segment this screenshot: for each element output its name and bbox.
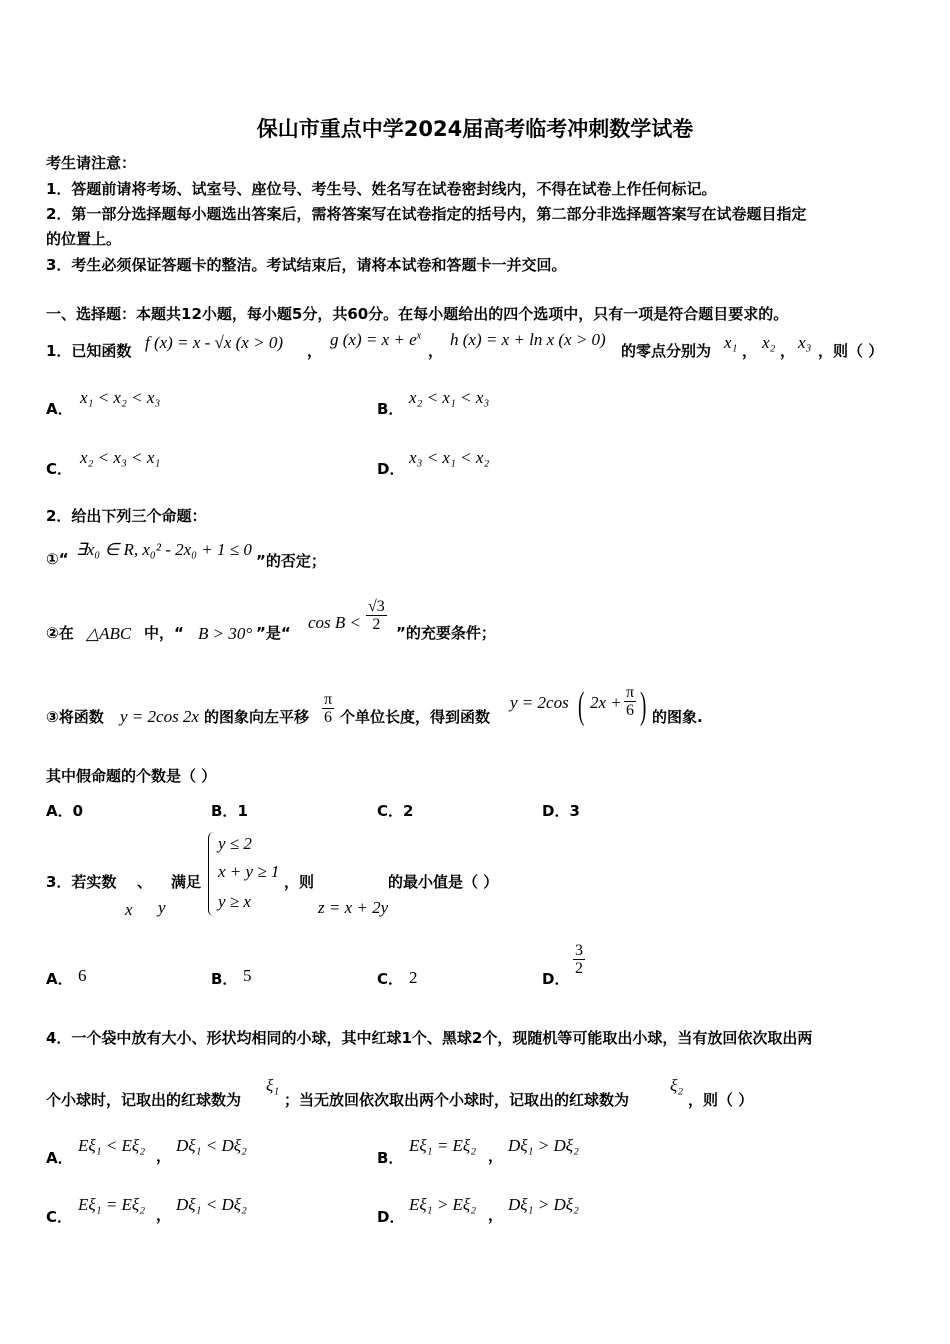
q2-p3-den: 6 [324,709,333,726]
q2-option-c: C．2 [377,802,414,820]
q2-option-a: A．0 [46,802,84,820]
q3-var-x: x [125,900,133,919]
q1-option-a-label: A． [46,400,73,418]
q2-option-b: B．1 [211,802,248,820]
notice-heading: 考生请注意： [46,154,137,172]
q2-option-d: D．3 [542,802,580,820]
q2-p3-lparen: ( [578,685,585,727]
q4-line-2a: 个小球时，记取出的红球数为 [46,1091,242,1109]
q1-x1: x₁ [724,333,738,352]
q3-option-b-label: B． [211,970,238,988]
q1-func-h: h (x) = x + ln x (x > 0) [450,330,606,349]
q4-line-1: 4．一个袋中放有大小、形状均相同的小球，其中红球1个、黑球2个，现随机等可能取出小球，当有放回依次取出两 [46,1029,813,1047]
q3-option-c-label: C． [377,970,404,988]
q4-xi1: ξ₁ [266,1076,280,1095]
q3-option-a-label: A． [46,970,73,988]
q3-option-d-num: 3 [575,942,583,959]
q2-ask: 其中假命题的个数是（ ） [46,767,217,785]
q1-end: ，则（ ） [818,342,884,360]
q1-func-g: g $(x) = x + e^x$ [330,330,422,349]
q3-prefix: 3．若实数 [46,873,117,891]
q2-p3-num: π [324,691,333,708]
q4-option-c-d: Dξ₁ < Dξ₂ [176,1195,247,1214]
q1-option-b-label: B． [377,400,404,418]
q2-p3-rparen: ) [640,685,647,727]
q2-p1-mark: ①“ [46,550,69,568]
q2-p2-triangle: △ABC [86,624,132,643]
q4-option-a-e: Eξ₁ < Eξ₂ [78,1136,146,1155]
q2-p2-den: 2 [372,616,381,633]
q3-end: 的最小值是（ ） [388,873,499,891]
page-title: 保山市重点中学2024届高考临考冲刺数学试卷 [256,117,694,141]
q1-option-b: x₂ < x₁ < x₃ [409,388,490,407]
section-heading: 一、选择题：本题共12小题，每小题5分，共60分。在每小题给出的四个选项中，只有一项是符合题目要求的。 [46,305,789,323]
q1-comma-4: ， [780,342,796,360]
q4-xi2: ξ₂ [670,1076,684,1095]
q2-p2-mid2: ”是“ [256,624,291,642]
q1-comma-2: ， [428,342,444,360]
q4-line-2b: ；当无放回依次取出两个小球时，记取出的红球数为 [284,1091,630,1109]
q2-p1-expr: ∃x₀ ∈ R, x₀² - 2x₀ + 1 ≤ 0 [76,540,252,559]
q4-option-a-label: A． [46,1149,73,1167]
q3-option-d [573,942,585,977]
notice-item-2a: 2．第一部分选择题每小题选出答案后，需将答案写在试卷指定的括号内，第二部分非选择题答案写在试卷题目指定 [46,205,807,223]
q2-p2-end: ”的充要条件； [396,624,496,642]
notice-item-3: 3．考生必须保证答题卡的整洁。考试结束后，请将本试卷和答题卡一并交回。 [46,256,567,274]
q4-option-d-label: D． [377,1208,405,1226]
q1-prefix: 1．已知函数 [46,342,132,360]
q3-option-d-den: 2 [575,960,583,977]
q2-p3-den-2: 6 [626,702,635,719]
q3-option-c: 2 [409,968,418,987]
q1-suffix: 的零点分别为 [621,342,712,360]
q3-option-b: 5 [243,966,252,985]
q4-option-b-label: B． [377,1149,404,1167]
q2-p3-fraction [322,691,334,726]
q2-p3-num-2: π [626,684,635,701]
q2-p2-cos: cos B < [308,613,362,632]
q3-mid: 满足 [171,873,202,891]
q2-p2-mid1: 中，“ [144,624,184,642]
q4-option-a-comma: ， [156,1147,172,1165]
q4-option-a-d: Dξ₁ < Dξ₂ [176,1136,247,1155]
q2-p2-cond: B > 30° [198,624,253,643]
q4-option-c-label: C． [46,1208,73,1226]
q1-option-a: x₁ < x₂ < x₃ [80,388,161,407]
q1-x2: x₂ [762,333,776,352]
q3-objective: z = x + 2y [318,898,389,917]
q4-option-d-e: Eξ₁ > Eξ₂ [409,1195,477,1214]
q4-option-d-d: Dξ₁ > Dξ₂ [508,1195,579,1214]
q1-comma-3: ， [742,342,758,360]
q4-option-c-e: Eξ₁ = Eξ₂ [78,1195,146,1214]
q2-p3-f2b: 2x + [590,693,622,712]
q1-x3: x₃ [798,333,812,352]
q1-func-f: f (x) = x - √x (x > 0) [145,333,283,352]
q1-option-c: x₂ < x₃ < x₁ [80,448,161,467]
notice-item-1: 1．答题前请将考场、试室号、座位号、考生号、姓名写在试卷密封线内，不得在试卷上作任何标记。 [46,180,717,198]
q2-p3-mark: ③将函数 [46,708,104,726]
q3-brace [208,832,215,916]
q2-p2-mark: ②在 [46,624,74,642]
q3-option-a: 6 [78,966,87,985]
q3-then: ，则 [284,873,315,891]
q1-comma-1: ， [307,342,323,360]
q1-option-d-label: D． [377,460,405,478]
q2-p1-end: ”的否定； [256,552,326,570]
q4-option-b-d: Dξ₁ > Dξ₂ [508,1136,579,1155]
q1-option-c-label: C． [46,460,73,478]
q3-constraint-3: y ≥ x [218,892,251,911]
q4-option-d-comma: ， [488,1206,504,1224]
q2-p2-num: √3 [368,598,385,615]
q4-option-b-comma: ， [488,1147,504,1165]
q2-p3-fraction-2 [624,684,636,719]
q4-line-2c: ，则（ ） [688,1091,754,1109]
q3-var-y: y [158,898,166,917]
q3-option-d-label: D． [542,970,570,988]
q4-option-c-comma: ， [156,1206,172,1224]
q2-stem: 2．给出下列三个命题： [46,507,207,525]
q2-p3-f2a: y = 2cos [510,693,569,712]
q2-p3-mid2: 个单位长度，得到函数 [340,708,491,726]
notice-item-2b: 的位置上。 [46,230,122,248]
q2-p3-end: 的图象. [652,708,703,726]
q3-constraint-2: x + y ≥ 1 [218,862,280,881]
q2-p3-f1: y = 2cos 2x [120,707,199,726]
q3-constraint-1: y ≤ 2 [218,834,252,853]
q2-p2-fraction [366,598,387,633]
q3-sep: 、 [137,873,153,891]
q1-option-d: x₃ < x₁ < x₂ [409,448,490,467]
q2-p3-mid: 的图象向左平移 [204,708,310,726]
q4-option-b-e: Eξ₁ = Eξ₂ [409,1136,477,1155]
